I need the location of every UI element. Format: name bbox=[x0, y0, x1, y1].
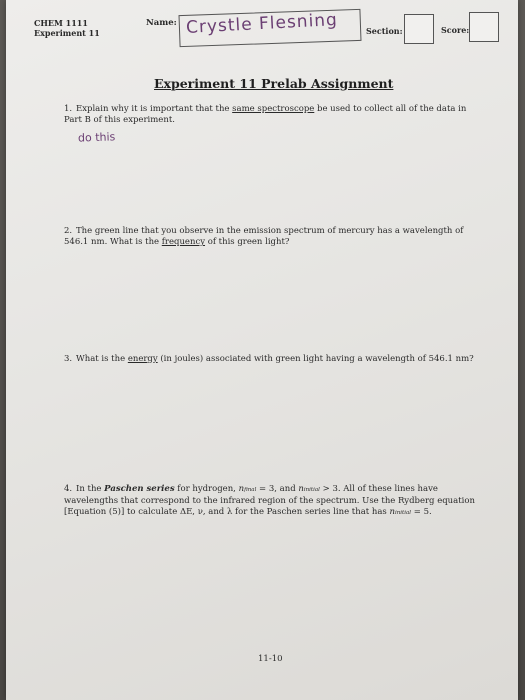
variable-n: n bbox=[298, 484, 304, 494]
question-text: What is the bbox=[76, 354, 128, 364]
question-text: (in joules) associated with green light having a wavelength of 546.1 nm? bbox=[157, 354, 474, 364]
handwritten-answer-1: do this bbox=[77, 130, 116, 145]
question-4 bbox=[64, 484, 494, 519]
question-number: 4. bbox=[64, 484, 73, 494]
question-emphasis: frequency bbox=[161, 237, 206, 247]
subscript: initial bbox=[394, 510, 412, 516]
question-text: for hydrogen, bbox=[174, 484, 239, 494]
subscript: initial bbox=[303, 487, 320, 493]
question-text: be used to collect all of the data in Part B of this experiment. bbox=[64, 104, 467, 125]
page-title: Experiment 11 Prelab Assignment bbox=[154, 76, 394, 91]
course-code: CHEM 1111 bbox=[34, 18, 88, 28]
question-number: 3. bbox=[64, 354, 73, 364]
question-2 bbox=[64, 226, 484, 248]
question-emphasis: same spectroscope bbox=[232, 104, 315, 114]
name-label: Name: bbox=[146, 18, 177, 28]
question-number: 2. bbox=[64, 226, 73, 236]
worksheet-page bbox=[6, 0, 518, 700]
question-text: of this green light? bbox=[205, 237, 290, 247]
question-text: = 3, and bbox=[256, 484, 299, 494]
score-field-box bbox=[469, 12, 499, 42]
series-name: Paschen series bbox=[104, 484, 175, 494]
question-emphasis: energy bbox=[127, 354, 158, 364]
handwritten-name: Crystle Flesning bbox=[185, 10, 339, 38]
variable-n: n bbox=[238, 484, 245, 494]
experiment-label: Experiment 11 bbox=[34, 28, 100, 38]
page-number: 11-10 bbox=[258, 654, 283, 664]
score-label: Score: bbox=[441, 25, 470, 35]
question-text: = 5. bbox=[411, 507, 432, 517]
subscript: final bbox=[244, 487, 257, 493]
question-text: The green line that you observe in the emission spectrum of mercury has a wavelength of 546.1 nm. What is the bbox=[64, 226, 464, 247]
question-text: > 3. All of these lines have wavelengths that correspond to the infrared region of the spectrum. Use the Rydberg equation [Equation (5)] to calculate ΔE, ν, and λ for the Paschen series line that has bbox=[64, 484, 475, 517]
section-label: Section: bbox=[366, 26, 403, 36]
question-text: In the bbox=[76, 484, 105, 494]
question-text: Explain why it is important that the bbox=[76, 104, 233, 114]
question-number: 1. bbox=[64, 104, 73, 114]
variable-n: n bbox=[389, 507, 395, 517]
section-field-box bbox=[404, 14, 434, 44]
course-header bbox=[34, 18, 100, 38]
question-3 bbox=[64, 354, 484, 365]
question-1 bbox=[64, 104, 484, 126]
